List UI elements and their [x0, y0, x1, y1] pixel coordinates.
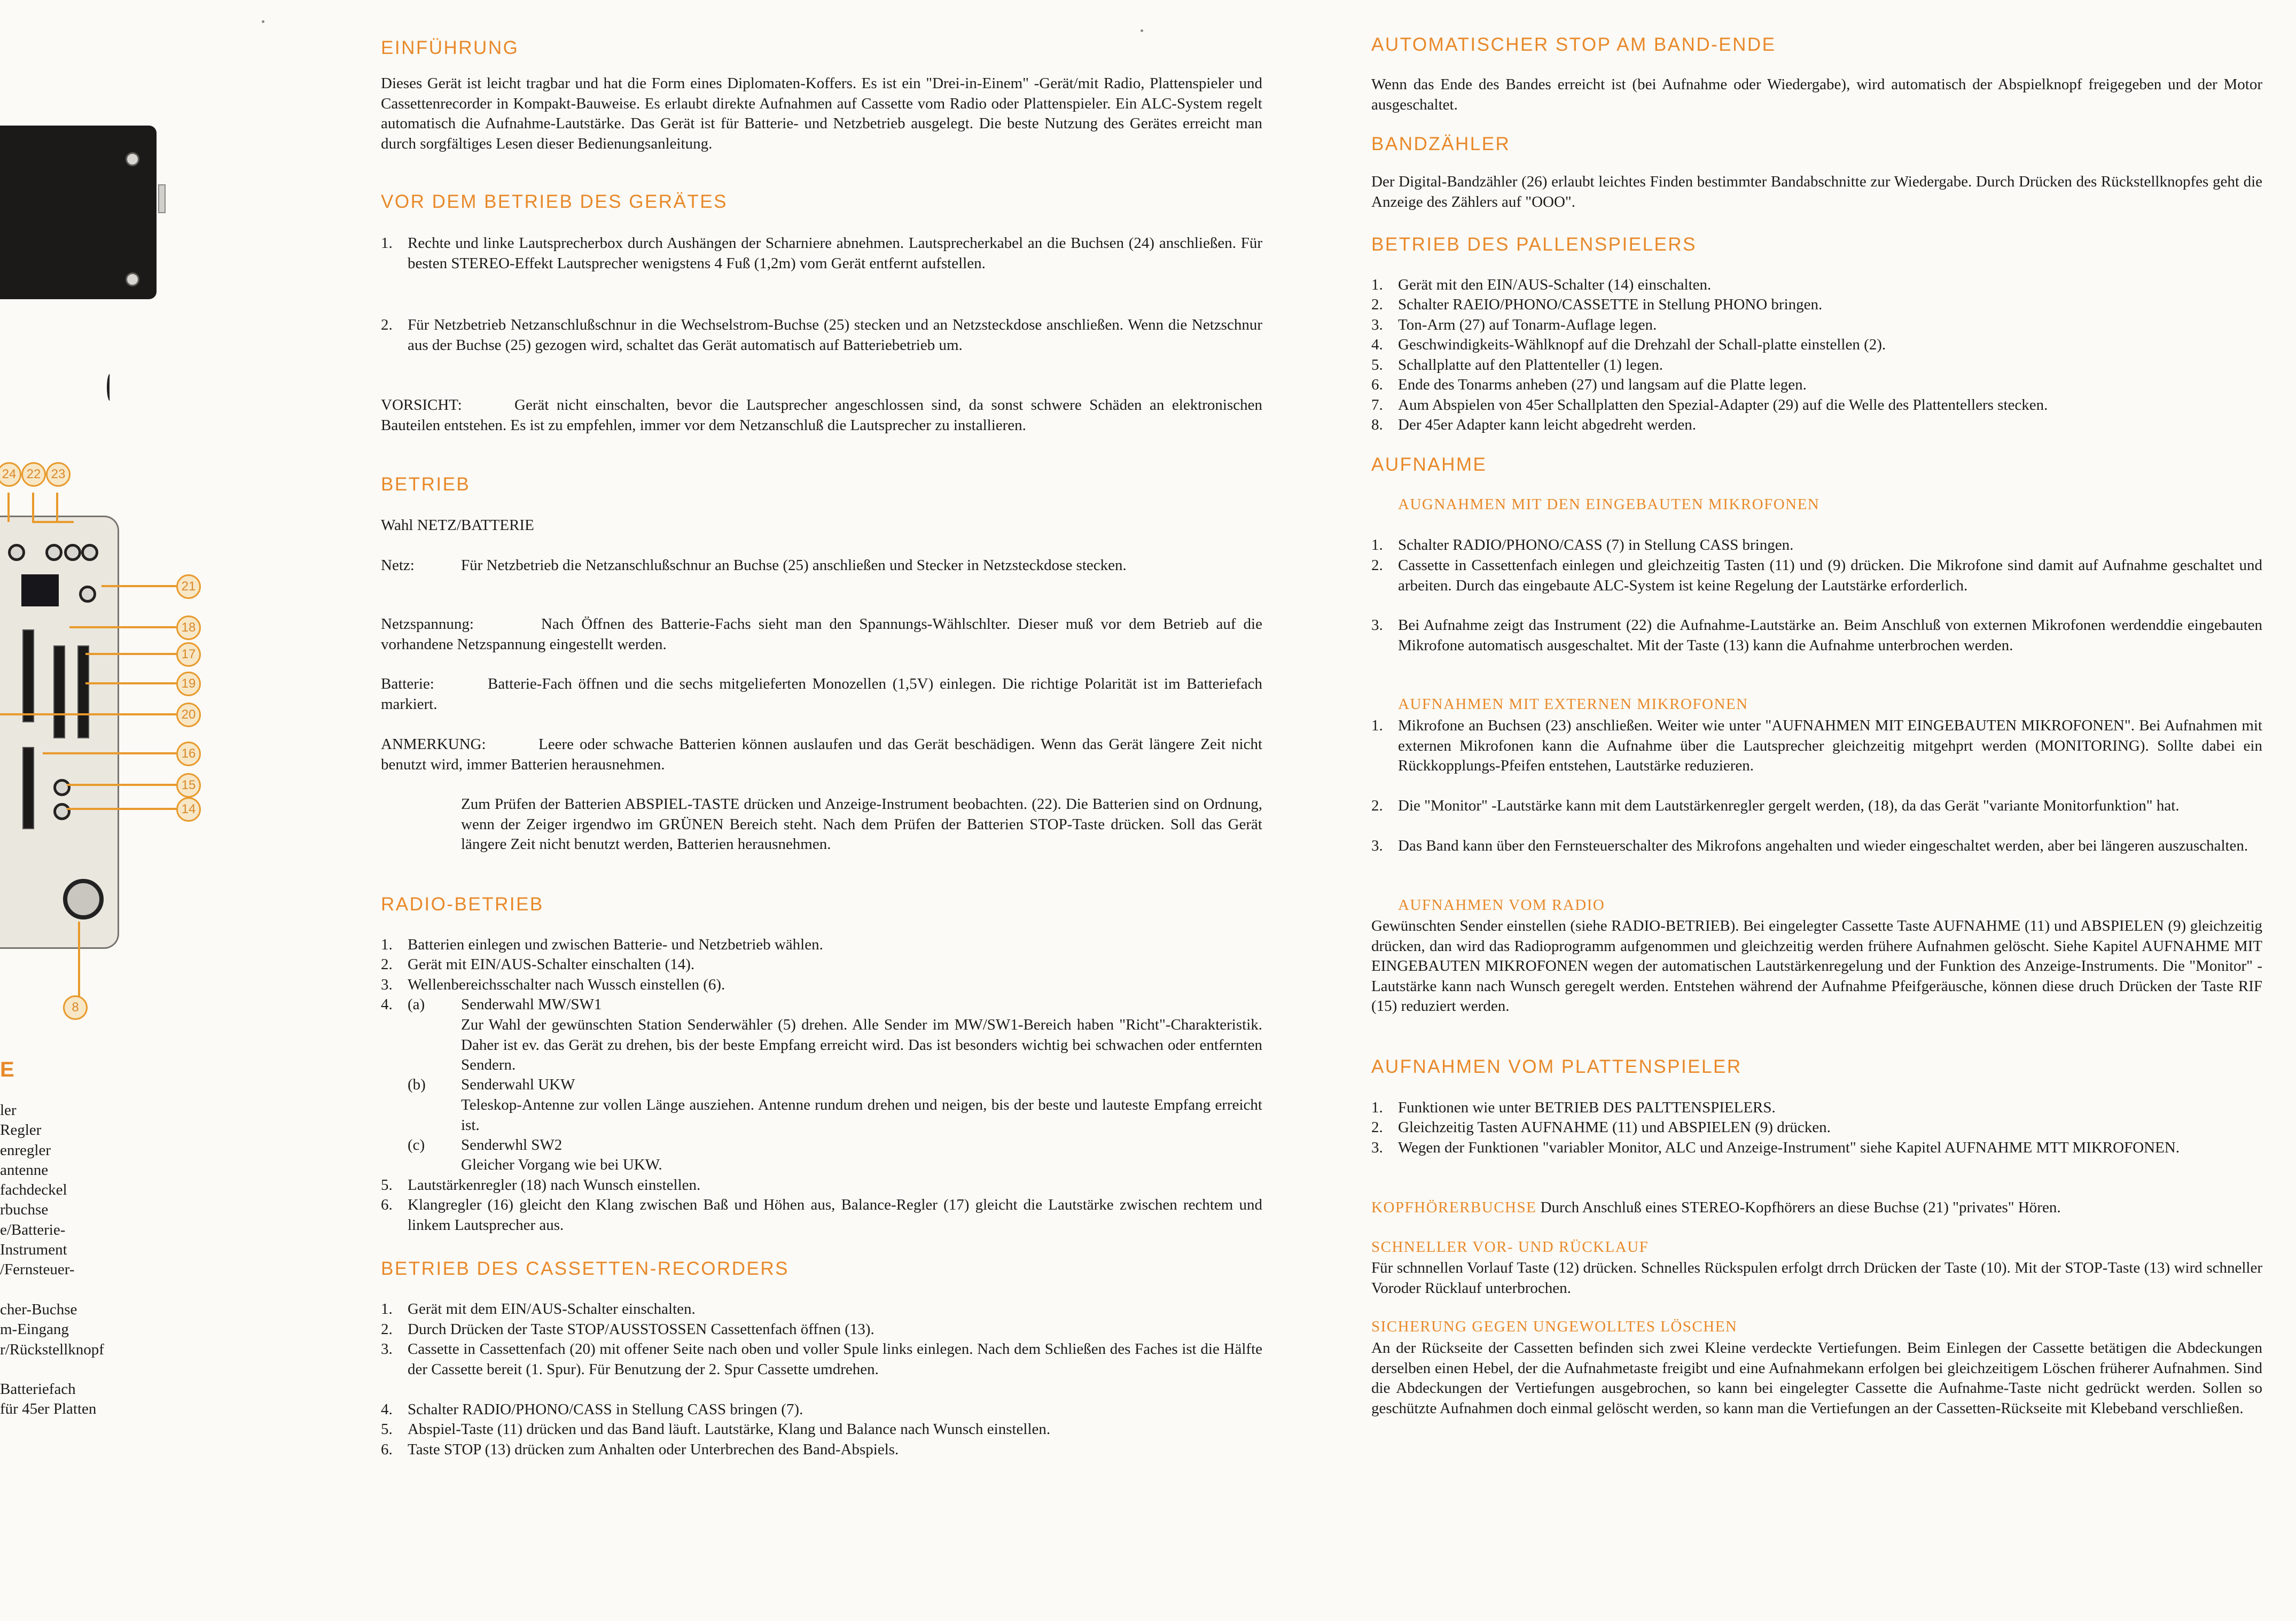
item-text: Gerät mit den EIN/AUS-Schalter (14) einschalten.: [1398, 276, 1712, 293]
item-number: 5.: [381, 1421, 393, 1438]
legend-item: Instrument: [0, 1241, 67, 1259]
list-item: [1371, 275, 2262, 295]
section-heading-aufnahmen-vom-plattenspieler: AUFNAHMEN VOM PLATTENSPIELER: [1371, 1056, 1742, 1077]
definition-anmerkung: [381, 735, 1262, 775]
callout-23: 23: [46, 462, 71, 487]
item-text: Cassette in Cassettenfach (20) mit offener Seite nach oben und voller Spule links einlegen. Nach dem Schließen des Faches ist die Hälfte der Cassette bereit (1. Spur). Für Benutzung der 2. Spur Cassette umdrehen.: [408, 1341, 1262, 1378]
term-label: Batterie:: [381, 675, 434, 692]
button-icon: [53, 779, 71, 796]
term-text: Batterie-Fach öffnen und die sechs mitgelieferten Monozellen (1,5V) einlegen. Die richtige Polarität ist im Batteriefach markiert.: [381, 675, 1262, 713]
term-label: ANMERKUNG:: [381, 736, 486, 753]
list-item: [1371, 556, 2262, 596]
list-item: [381, 1339, 1262, 1380]
section-heading-radio-betrieb: RADIO-BETRIEB: [381, 894, 544, 915]
term-label: Netz:: [381, 557, 415, 574]
screw-icon: [126, 272, 139, 286]
item-number: 4.: [381, 1401, 393, 1418]
callout-line: [56, 493, 58, 522]
inline-heading-kopfhoererbuchse: KOPFHÖRERBUCHSE: [1371, 1199, 1537, 1216]
callout-line: [0, 713, 176, 715]
subitem-title: Senderwhl SW2: [461, 1136, 563, 1154]
subitem-title: Senderwahl UKW: [461, 1076, 575, 1093]
jack-icon: [8, 544, 25, 561]
list-item: [1371, 315, 2262, 336]
item-text: Geschwindigkeits-Wählknopf auf die Drehzahl der Schall-platte einstellen (2).: [1398, 336, 1886, 353]
legend-item: [0, 1360, 104, 1380]
item-number: 1.: [1371, 536, 1383, 554]
callout-17: 17: [176, 642, 201, 667]
definition-netzspannung: [381, 614, 1262, 654]
section-heading-bandzaehler: BANDZÄHLER: [1371, 134, 1511, 154]
item-number: 3.: [1371, 316, 1383, 333]
caution-note: [381, 395, 1262, 435]
subitem-title: Senderwahl MW/SW1: [461, 996, 602, 1013]
list-item: [381, 1175, 1262, 1196]
item-text: Gleichzeitig Tasten AUFNAHME (11) und ABSPIELEN (9) drücken.: [1398, 1119, 1831, 1136]
legend-item: rbuchse: [0, 1201, 49, 1219]
item-number: 1.: [1371, 717, 1383, 734]
item-text: Durch Drücken der Taste STOP/AUSSTOSSEN Cassettenfach öffnen (13).: [408, 1321, 874, 1338]
item-text: Bei Aufnahme zeigt das Instrument (22) die Aufnahme-Lautstärke an. Beim Anschluß von externen Mikrofonen werdenddie eingebauten Mikrofone automatisch ausgeschaltet. Mit der Taste (13) kann die Aufnahme unterbrochen werden.: [1398, 617, 2262, 654]
subsection-heading-aufnahmen-vom-radio: AUFNAHMEN VOM RADIO: [1398, 897, 1605, 914]
subsection-heading-schneller-vor-ruecklauf: SCHNELLER VOR- UND RÜCKLAUF: [1371, 1238, 1649, 1256]
item-number: 3.: [381, 1341, 393, 1358]
legend-item: [0, 1280, 104, 1300]
kopfhoerer-text: Durch Anschluß eines STEREO-Kopfhörers an diese Buchse (21) "privates" Hören.: [1540, 1199, 2061, 1216]
item-number: 1.: [1371, 276, 1383, 293]
paragraph-einfuehrung: Dieses Gerät ist leicht tragbar und hat die Form eines Diplomaten-Koffers. Es ist ein "Drei-in-Einem" -Gerät/mit Radio, Plattenspieler und Cassettenrecorder in Kompakt-Bauweise. Es erlaubt direkte Aufnahmen auf Cassette vom Radio oder Plattenspieler. Ein ALC-System regelt automatisch die Aufnahme-Lautstärke. Das Gerät ist für Batterie- und Netzbetrieb ausgelegt. Die beste Nutzung des Gerätes erreicht man durch sorgfältiges Lesen dieser Bedienungsanleitung.: [381, 75, 1262, 152]
legend-heading: E: [0, 1058, 14, 1081]
list-item: [381, 1299, 1262, 1320]
section-heading-einfuehrung: EINFÜHRUNG: [381, 37, 519, 58]
item-text: Der 45er Adapter kann leicht abgedreht werden.: [1398, 416, 1697, 433]
term-text: Für Netzbetrieb die Netzanschlußschnur an Buchse (25) anschließen und Stecker in Netzsteckdose stecken.: [461, 557, 1127, 574]
item-number: 1.: [381, 235, 393, 252]
slider-icon: [22, 629, 34, 722]
list-item: [1371, 335, 2262, 355]
list-item: [1371, 836, 2262, 856]
subsection-heading-eingebaute-mikrofone: AUGNAHMEN MIT DEN EINGEBAUTEN MIKROFONEN: [1398, 496, 1820, 513]
subitem-text: Gleicher Vorgang wie bei UKW.: [461, 1156, 662, 1173]
item-number: 6.: [381, 1196, 393, 1213]
item-text: Rechte und linke Lautsprecherbox durch Aushängen der Scharniere abnehmen. Lautsprecherkabel an die Buchsen (24) anschließen. Für besten STEREO-Effekt Lautsprecher wenigstens 4 Fuß (1,2m) vom Gerät entfernt aufstellen.: [408, 235, 1262, 272]
term-text: Nach Öffnen des Batterie-Fachs sieht man den Spannungs-Wählschlter. Dieser muß vor dem Betrieb auf die vorhandene Netzspannung eingestellt werden.: [381, 615, 1262, 653]
legend-item: cher-Buchse: [0, 1300, 77, 1318]
item-number: 5.: [1371, 356, 1383, 373]
item-text: Aum Abspielen von 45er Schallplatten den Spezial-Adapter (29) auf die Welle des Plattentellers stecken.: [1398, 396, 2048, 414]
legend-item: für 45er Platten: [0, 1400, 97, 1418]
item-number: 2.: [381, 316, 393, 333]
headphone-jack-icon: [79, 586, 96, 603]
legend-item: r/Rückstellknopf: [0, 1341, 104, 1358]
speck: [1141, 29, 1143, 32]
list-item: [1371, 355, 2262, 376]
list-item: [1371, 295, 2262, 315]
legend-item: antenne: [0, 1161, 49, 1179]
list-item: [381, 1320, 1262, 1340]
list-item: [1371, 535, 2262, 556]
item-text: Gerät mit dem EIN/AUS-Schalter einschalten.: [408, 1300, 696, 1318]
paragraph-aufnahmen-vom-radio: Gewünschten Sender einstellen (siehe RADIO-BETRIEB). Bei eingelegter Cassette Taste AUFNAHME (11) und ABSPIELEN (9) gleichzeitig drücken, dan wird das Radioprogramm aufgenommen und gleichzeitig werden frühere Aufnahmen gelöscht. Siehe Kapitel AUFNAHME MIT EINGEBAUTEN MIKROFONEN wegen der automatischen Lautstärkenregelung und der Funktion des Anzeige-Instruments. Die "Monitor" -Lautstärke kann nach Wunsch geregelt werden. Entstehen während der Aufnahme Pfeifgeräusche, können diese druch Drücken der Taste RIF (15) reduziert werden.: [1371, 917, 2262, 1015]
item-text: Schalter RADIO/PHONO/CASS in Stellung CASS bringen (7).: [408, 1401, 803, 1418]
subitem-label: (b): [408, 1076, 426, 1093]
paragraph-autostop: Wenn das Ende des Bandes erreicht ist (bei Aufnahme oder Wiedergabe), wird automatisch der Abspielknopf freigegeben und der Motor ausgeschaltet.: [1371, 76, 2262, 113]
callout-line: [85, 653, 176, 655]
paragraph-sicherung-loeschen: An der Rückseite der Cassetten befinden sich zwei Kleine verdeckte Vertiefungen. Beim Einlegen der Cassette betätigen die Abdeckungen derselben einen Hebel, der die Aufnahmetaste freigibt und eine Aufnahmekann erfolgen bei gleichzeitigem Löschen früherer Aufnahmen. Sind die Abdeckungen der Vertiefungen ausgebrochen, so kann bei eingelegter Cassette die Aufnahme-Taste nicht gedrückt werden. Sollen so geschützte Aufnahmen doch einmal gelöscht werden, so kann man die Vertiefungen an der Cassetten-Rückseite mit Klebeband verschließen.: [1371, 1339, 2262, 1417]
subitem-text: Zur Wahl der gewünschten Station Senderwähler (5) drehen. Alle Sender im MW/SW1-Bereich haben "Richt"-Charakteristik. Daher ist ev. das Gerät zu drehen, bis der beste Empfang erreicht wird. Das ist besonders wichtig bei schwachen oder entfernten Sendern.: [461, 1016, 1262, 1073]
list-item: [1371, 375, 2262, 395]
callout-line: [78, 922, 80, 996]
item-number: 4.: [1371, 336, 1383, 353]
list-item: [381, 1400, 1262, 1420]
device-body: [0, 126, 157, 299]
item-text: Wellenbereichsschalter nach Wussch einstellen (6).: [408, 976, 725, 993]
legend-item: Regler: [0, 1121, 42, 1139]
list-item: [1371, 1118, 2262, 1138]
section-heading-cassetten-recorder: BETRIEB DES CASSETTEN-RECORDERS: [381, 1258, 789, 1279]
slider-icon: [77, 645, 89, 738]
item-text: Schalter RADIO/PHONO/CASS (7) in Stellung CASS bringen.: [1398, 536, 1794, 554]
control-panel: [0, 516, 119, 949]
definition-netz: [381, 556, 1262, 576]
jack-icon: [45, 544, 63, 561]
parts-legend: [0, 1101, 104, 1420]
item-text: Ton-Arm (27) auf Tonarm-Auflage legen.: [1398, 316, 1657, 333]
subsection-heading-externe-mikrofone: AUFNAHMEN MIT EXTERNEN MIKROFONEN: [1398, 696, 1748, 713]
item-number: 3.: [1371, 837, 1383, 854]
list-item: [1371, 615, 2262, 656]
list-item: [381, 975, 1262, 995]
callout-line: [7, 493, 10, 522]
list-item: [381, 935, 1262, 955]
definition-batterie: [381, 674, 1262, 714]
list-item: [1371, 415, 2262, 435]
caution-text: Gerät nicht einschalten, bevor die Lautsprecher angeschlossen sind, da sonst schwere Schäden an elektronischen Bauteilen entstehen. Es ist zu empfehlen, immer vor dem Netzanschluß die Lautsprecher zu installieren.: [381, 396, 1262, 434]
item-text: Abspiel-Taste (11) drücken und das Band läuft. Lautstärke, Klang und Balance nach Wunsch einstellen.: [408, 1421, 1051, 1438]
slider-icon: [22, 747, 34, 829]
item-text: Taste STOP (13) drücken zum Anhalten oder Unterbrechen des Band-Abspiels.: [408, 1441, 899, 1458]
callout-line: [32, 521, 74, 523]
item-number: 7.: [1371, 396, 1383, 414]
item-number: 3.: [1371, 1139, 1383, 1156]
list-item: [1371, 1098, 2262, 1118]
section-heading-plattenspieler: BETRIEB DES PALLENSPIELERS: [1371, 234, 1697, 255]
callout-22: 22: [21, 462, 46, 487]
list-item: [381, 955, 1262, 975]
item-number: 2.: [1371, 797, 1383, 814]
legend-item: enregler: [0, 1141, 51, 1159]
list-item: [381, 1440, 1262, 1460]
legend-item: Batteriefach: [0, 1381, 76, 1398]
item-text: Lautstärkenregler (18) nach Wunsch einstellen.: [408, 1176, 701, 1194]
section-heading-betrieb: BETRIEB: [381, 474, 471, 495]
callout-19: 19: [176, 672, 201, 696]
subheading-netz-batterie: Wahl NETZ/BATTERIE: [381, 517, 534, 534]
item-number: 4.: [381, 996, 393, 1013]
list-item: [1371, 796, 2262, 816]
item-number: 2.: [381, 1321, 393, 1338]
cord-icon: [107, 374, 113, 401]
legend-item: /Fernsteuer-: [0, 1261, 75, 1279]
item-sublabel: (a): [408, 996, 425, 1013]
callout-line: [85, 682, 176, 684]
callout-15: 15: [176, 773, 201, 798]
jack-icon: [64, 544, 81, 561]
item-text: Mikrofone an Buchsen (23) anschließen. Weiter wie unter "AUFNAHMEN MIT EINGEBAUTEN MIKROFONEN". Bei Aufnahmen mit externen Mikrofonen kann die Aufnahme über die Lautsprecher gleichzeitig mitgehprt werden (MONITORING). Sollte dabei ein Rückkopplungs-Pfeifen entstehen, Lautstärke reduzieren.: [1398, 717, 2262, 774]
legend-item: e/Batterie-: [0, 1221, 66, 1238]
callout-14: 14: [176, 797, 201, 822]
item-text: Für Netzbetrieb Netzanschlußschnur in die Wechselstrom-Buchse (25) stecken und an Netzsteckdose anschließen. Wenn die Netzschnur aus der Buchse (25) gezogen wird, schaltet das Gerät automatisch auf Batteriebetrieb um.: [408, 316, 1262, 354]
jack-icon: [81, 544, 98, 561]
legend-item: fachdeckel: [0, 1181, 67, 1199]
list-item: [381, 1420, 1262, 1440]
item-number: 3.: [1371, 617, 1383, 634]
device-diagram: [0, 0, 321, 1621]
callout-line: [43, 752, 176, 754]
item-text: Wegen der Funktionen "variabler Monitor, ALC und Anzeige-Instrument" siehe Kapitel AUFNAHME MTT MIKROFONEN.: [1398, 1139, 2180, 1156]
legend-item: m-Eingang: [0, 1321, 69, 1338]
callout-20: 20: [176, 703, 201, 727]
list-item: [1371, 716, 2262, 776]
item-text: Batterien einlegen und zwischen Batterie- und Netzbetrieb wählen.: [408, 936, 823, 953]
list-item: [381, 315, 1262, 355]
callout-line: [67, 784, 176, 786]
item-text: Schalter RAEIO/PHONO/CASSETTE in Stellung PHONO bringen.: [1398, 296, 1823, 313]
term-label: Netzspannung:: [381, 615, 474, 633]
screw-icon: [126, 152, 139, 166]
list-item: [381, 233, 1262, 274]
callout-18: 18: [176, 615, 201, 640]
item-text: Das Band kann über den Fernsteuerschalter des Mikrofons angehalten und wieder eingeschaltet werden, aber bei längeren auszuschalten.: [1398, 837, 2248, 854]
paragraph-bandzaehler: Der Digital-Bandzähler (26) erlaubt leichtes Finden bestimmter Bandabschnitte zur Wiedergabe. Durch Drücken des Rückstellknopfes geht die Anzeige des Zählers auf "OOO".: [1371, 173, 2262, 211]
button-icon: [53, 803, 71, 820]
item-number: 2.: [1371, 1119, 1383, 1136]
callout-line: [32, 493, 34, 522]
item-number: 5.: [381, 1176, 393, 1194]
callout-line: [69, 626, 176, 628]
callout-8: 8: [63, 995, 88, 1020]
caution-label: VORSICHT:: [381, 396, 462, 414]
item-text: Schallplatte auf den Plattenteller (1) legen.: [1398, 356, 1664, 373]
item-number: 1.: [381, 1300, 393, 1318]
item-number: 2.: [381, 956, 393, 973]
item-text: Funktionen wie unter BETRIEB DES PALTTENSPIELERS.: [1398, 1099, 1776, 1116]
legend-item: ler: [0, 1102, 17, 1119]
paragraph-schneller-vor-ruecklauf: Für schnnellen Vorlauf Taste (12) drücken. Schnelles Rückspulen erfolgt drrch Drücken der Taste (10). Mit der STOP-Taste (13) wird schneller Voroder Rücklauf unterbrochen.: [1371, 1259, 2262, 1297]
list-item: [381, 1195, 1262, 1235]
speck: [262, 20, 264, 23]
meter-icon: [21, 574, 59, 606]
paragraph-kopfhoererbuchse: [1371, 1198, 2262, 1218]
section-heading-vor-dem-betrieb: VOR DEM BETRIEB DES GERÄTES: [381, 191, 728, 212]
knob-icon: [63, 879, 104, 919]
hinge-icon: [158, 184, 166, 213]
list-item: [1371, 1138, 2262, 1158]
list-item: [1371, 395, 2262, 416]
callout-21: 21: [176, 574, 201, 599]
item-text: Cassette in Cassettenfach einlegen und gleichzeitig Tasten (11) und (9) drücken. Die Mikrofone sind damit auf Aufnahme geschaltet und arbeiten. Durch das eingebaute ALC-System ist keine Regelung der Lautstärke erforderlich.: [1398, 557, 2262, 594]
item-number: 1.: [1371, 1099, 1383, 1116]
section-heading-autostop: AUTOMATISCHER STOP AM BAND-ENDE: [1371, 34, 1776, 55]
item-number: 6.: [1371, 376, 1383, 393]
callout-24: 24: [0, 462, 21, 487]
item-text: Gerät mit EIN/AUS-Schalter einschalten (14).: [408, 956, 695, 973]
slider-icon: [53, 645, 65, 738]
callout-line: [67, 808, 176, 810]
callout-line: [101, 585, 176, 587]
item-number: 3.: [381, 976, 393, 993]
term-text: Leere oder schwache Batterien können auslaufen und das Gerät beschädigen. Wenn das Gerät längere Zeit nicht benutzt wird, immer Batterien herausnehmen.: [381, 736, 1262, 773]
item-text: Klangregler (16) gleicht den Klang zwischen Baß und Höhen aus, Balance-Regler (17) gleicht die Lautstärke zwischen rechtem und linkem Lautsprecher aus.: [408, 1196, 1262, 1234]
item-number: 6.: [381, 1441, 393, 1458]
subitem-label: (c): [408, 1136, 425, 1154]
item-number: 2.: [1371, 557, 1383, 574]
item-number: 8.: [1371, 416, 1383, 433]
subsection-heading-sicherung-loeschen: SICHERUNG GEGEN UNGEWOLLTES LÖSCHEN: [1371, 1318, 1738, 1335]
item-text: Die "Monitor" -Lautstärke kann mit dem Lautstärkenregler gergelt werden, (18), da das Gerät "variante Monitorfunktion" hat.: [1398, 797, 2180, 814]
subitem-text: Teleskop-Antenne zur vollen Länge ausziehen. Antenne rundum drehen und neigen, bis der beste und lauteste Empfang erreicht ist.: [461, 1096, 1262, 1134]
paragraph-batterie-pruefen: Zum Prüfen der Batterien ABSPIEL-TASTE drücken und Anzeige-Instrument beobachten. (22). Die Batterien sind on Ordnung, wenn der Zeiger irgendwo im GRÜNEN Bereich steht. Nach dem Prüfen der Batterien STOP-Taste drücken. Soll das Gerät längere Zeit nicht benutzt werden, Batterien herausnehmen.: [461, 796, 1262, 853]
item-number: 1.: [381, 936, 393, 953]
callout-16: 16: [176, 742, 201, 766]
item-number: 2.: [1371, 296, 1383, 313]
section-heading-aufnahme: AUFNAHME: [1371, 454, 1487, 475]
item-text: Ende des Tonarms anheben (27) und langsam auf die Platte legen.: [1398, 376, 1807, 393]
